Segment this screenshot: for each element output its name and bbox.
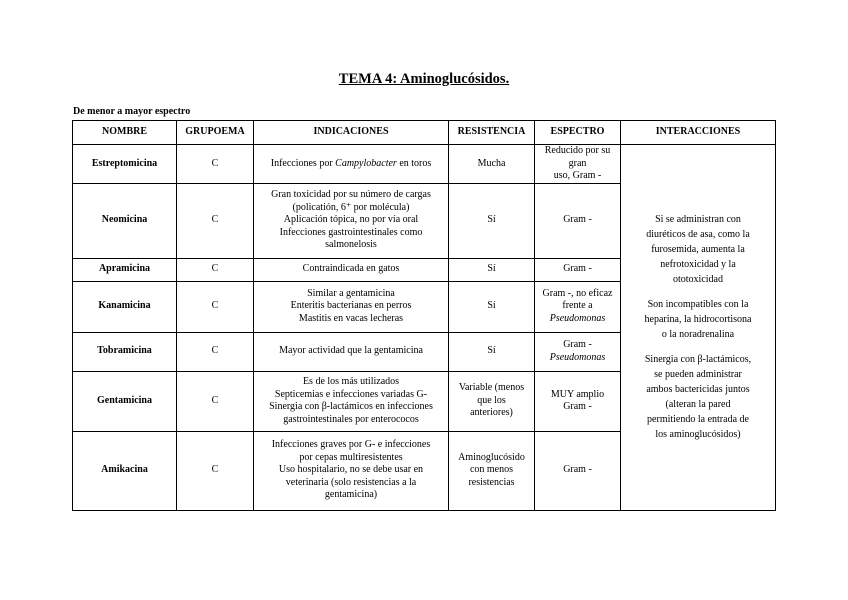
drug-spectrum: Gram -, no eficaz frente a Pseudomonas <box>535 281 621 332</box>
header-grupo: GRUPOEMA <box>177 121 254 145</box>
interaction-paragraph: Son incompatibles con la heparina, la hidrocortisona o la noradrenalina <box>644 299 752 341</box>
drug-resistance: Mucha <box>449 145 535 184</box>
drug-group: C <box>177 145 254 184</box>
drug-spectrum: Reducido por su gran uso, Gram - <box>535 145 621 184</box>
drug-name: Neomicina <box>73 183 177 258</box>
drug-resistance: Aminoglucósido con menos resistencias <box>449 431 535 510</box>
drug-resistance: Sí <box>449 183 535 258</box>
drug-name: Tobramicina <box>73 332 177 371</box>
drug-group: C <box>177 332 254 371</box>
drug-spectrum: Gram - Pseudomonas <box>535 332 621 371</box>
drug-indications: Infecciones por Campylobacter en toros <box>254 145 449 184</box>
page-title: TEMA 4: Aminoglucósidos. <box>338 71 510 87</box>
drug-resistance: Sí <box>449 332 535 371</box>
drug-spectrum: MUY amplio Gram - <box>535 371 621 431</box>
drug-spectrum: Gram - <box>535 431 621 510</box>
drug-name: Amikacina <box>73 431 177 510</box>
interaction-paragraph: Sinergia con β-lactámicos, se pueden administrar ambos bactericidas juntos (alteran la pared permitiendo la entrada de los aminoglucósidos) <box>644 354 752 441</box>
drug-group: C <box>177 371 254 431</box>
header-interacciones: INTERACCIONES <box>621 121 776 145</box>
drug-indications: Infecciones graves por G- e infecciones por cepas multiresistentes Uso hospitalario, no se debe usar en veterinaria (solo resistencias a la gentamicina) <box>254 431 449 510</box>
drug-group: C <box>177 431 254 510</box>
drug-name: Apramicina <box>73 258 177 281</box>
header-espectro: ESPECTRO <box>535 121 621 145</box>
drug-indications: Contraindicada en gatos <box>254 258 449 281</box>
header-indicaciones: INDICACIONES <box>254 121 449 145</box>
drug-resistance: Sí <box>449 281 535 332</box>
drug-indications: Mayor actividad que la gentamicina <box>254 332 449 371</box>
drug-spectrum: Gram - <box>535 183 621 258</box>
drug-resistance: Variable (menos que los anteriores) <box>449 371 535 431</box>
drug-indications: Es de los más utilizados Septicemias e infecciones variadas G- Sinergia con β-lactámicos en infecciones gastrointestinales por enterococos <box>254 371 449 431</box>
interaction-paragraph: Si se administran con diuréticos de asa, como la furosemida, aumenta la nefrotoxicidad y la ototoxicidad <box>646 214 750 286</box>
drug-group: C <box>177 183 254 258</box>
drug-name: Kanamicina <box>73 281 177 332</box>
drug-group: C <box>177 281 254 332</box>
drug-indications: Similar a gentamicina Enteritis bacterianas en perros Mastitis en vacas lecheras <box>254 281 449 332</box>
aminoglycoside-table <box>72 120 776 511</box>
table-subtitle: De menor a mayor espectro <box>73 106 191 117</box>
drug-resistance: Sí <box>449 258 535 281</box>
drug-name: Gentamicina <box>73 371 177 431</box>
drug-name: Estreptomicina <box>73 145 177 184</box>
drug-group: C <box>177 258 254 281</box>
header-resistencia: RESISTENCIA <box>449 121 535 145</box>
header-row <box>73 121 776 145</box>
interactions-cell <box>621 145 776 511</box>
table-row <box>73 145 776 184</box>
header-nombre: NOMBRE <box>73 121 177 145</box>
drug-indications: Gran toxicidad por su número de cargas (policatión, 6⁺ por molécula) Aplicación tópica, no por vía oral Infecciones gastrointestinales como salmonelosis <box>254 183 449 258</box>
drug-spectrum: Gram - <box>535 258 621 281</box>
